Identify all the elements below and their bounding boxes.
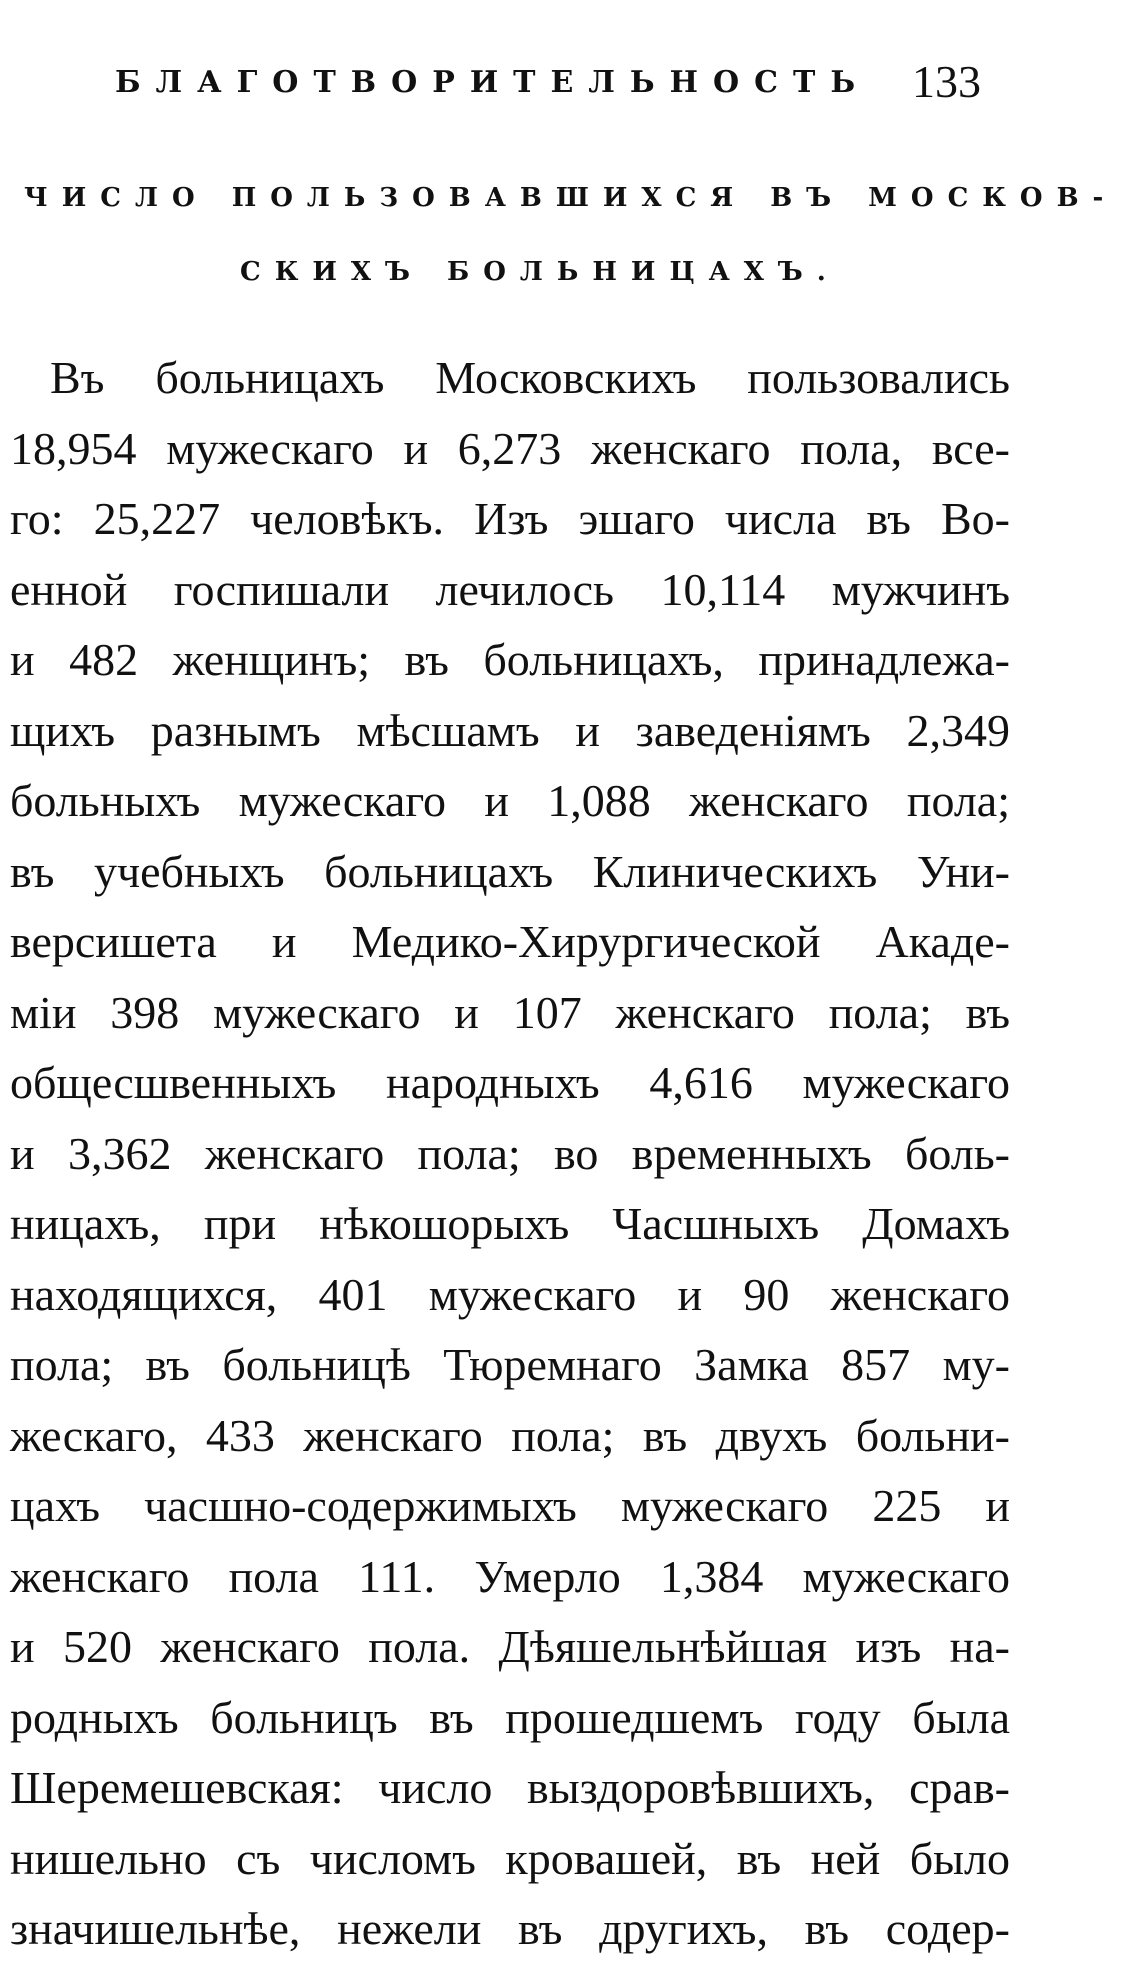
- body-paragraph: [10, 343, 1010, 1965]
- text-line: цахъ часшно-содержимыхъ мужескаго 225 и: [10, 1480, 1010, 1531]
- text-line: Шеремешевская: число выздоровѣвшихъ, срав-: [10, 1762, 1010, 1813]
- text-line: значишельнѣе, нежели въ другихъ, въ содер-: [10, 1903, 1010, 1954]
- text-line: енной госпишали лечилось 10,114 мужчинъ: [10, 563, 1010, 615]
- text-line: нишельно съ числомъ кровашей, въ ней было: [10, 1832, 1010, 1884]
- text-line: находящихся, 401 мужескаго и 90 женскаго: [10, 1268, 1010, 1320]
- text-line: міи 398 мужескаго и 107 женскаго пола; въ: [10, 986, 1010, 1038]
- text-line: пола; въ больницѣ Тюремнаго Замка 857 му-: [10, 1339, 1010, 1390]
- text-line: щихъ разнымъ мѣсшамъ и заведеніямъ 2,349: [10, 704, 1010, 756]
- text-line: въ учебныхъ больницахъ Клиническихъ Уни-: [10, 845, 1010, 897]
- text-line: женскаго пола 111. Умерло 1,384 мужескаго: [10, 1550, 1010, 1602]
- text-line: 18,954 мужескаго и 6,273 женскаго пола, все-: [10, 422, 1010, 474]
- text-line: родныхъ больницъ въ прошедшемъ году была: [10, 1691, 1010, 1743]
- text-line: версишета и Медико-Хирургической Акаде-: [10, 916, 1010, 967]
- text-line: жескаго, 433 женскаго пола; въ двухъ больни-: [10, 1409, 1010, 1461]
- section-title-line-1: ЧИСЛО ПОЛЬЗОВАВШИХСЯ ВЪ МОСКОВ-: [24, 183, 1118, 213]
- text-line: го: 25,227 человѣкъ. Изъ эшаго числа въ Во-: [10, 493, 1010, 544]
- text-line: и 520 женскаго пола. Дѣяшельнѣйшая изъ на-: [10, 1621, 1010, 1672]
- text-line: Въ больницахъ Московскихъ пользовались: [50, 352, 1010, 403]
- text-line: общесшвенныхъ народныхъ 4,616 мужескаго: [10, 1057, 1010, 1108]
- text-line: больныхъ мужескаго и 1,088 женскаго пола;: [10, 775, 1010, 826]
- text-line: ницахъ, при нѣкошорыхъ Часшныхъ Домахъ: [10, 1198, 1010, 1249]
- running-title: БЛАГОТВОРИТЕЛЬНОСТЬ: [115, 65, 871, 100]
- page-number: 133: [912, 56, 981, 107]
- text-line: и 482 женщинъ; въ больницахъ, принадлежа-: [10, 634, 1010, 685]
- section-title-line-2: СКИХЪ БОЛЬНИЦАХЪ.: [240, 257, 840, 287]
- text-line: и 3,362 женскаго пола; во временныхъ боль-: [10, 1127, 1010, 1179]
